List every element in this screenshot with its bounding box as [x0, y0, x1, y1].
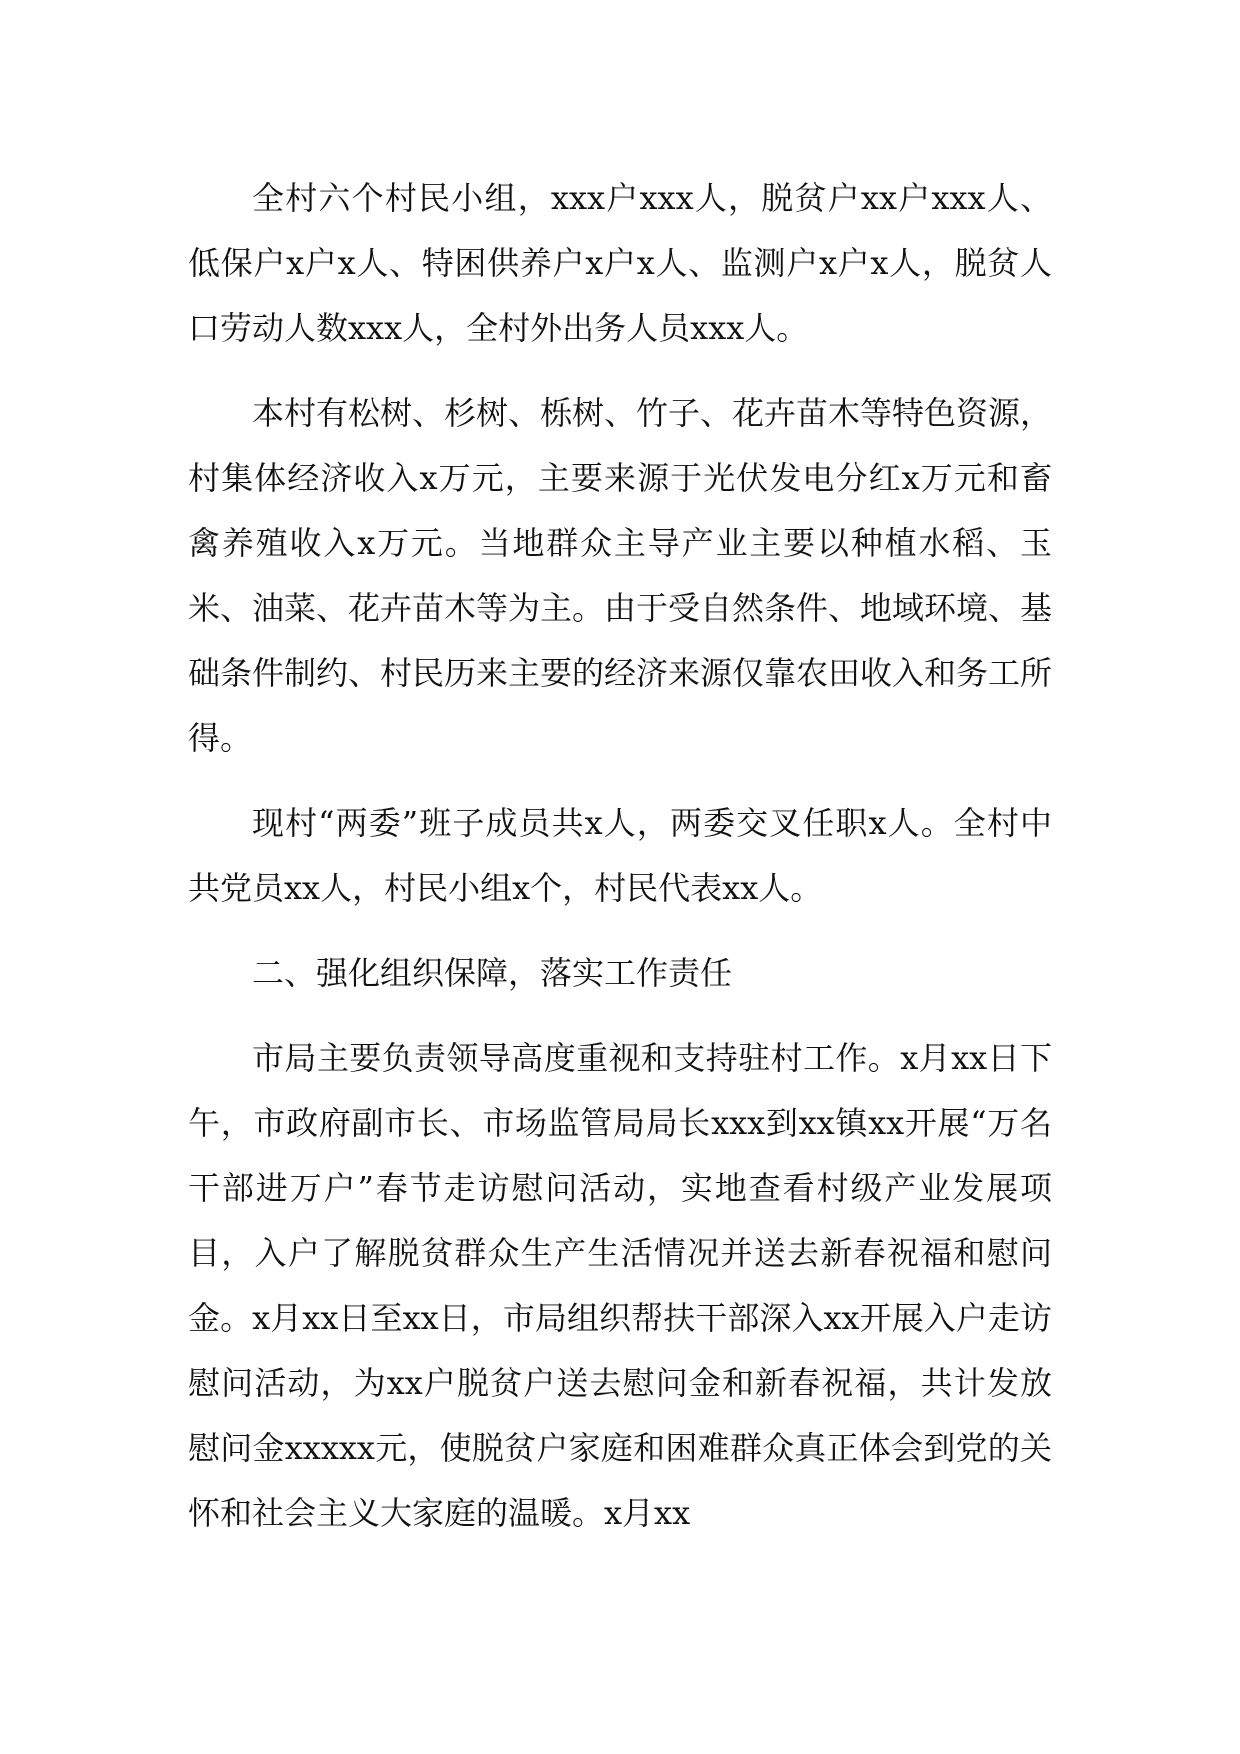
section-heading: 二、强化组织保障，落实工作责任	[252, 954, 733, 992]
paragraph-leadership-visits: 市局主要负责领导高度重视和支持驻村工作。x月xx日下午，市政府副市长、市场监管局局长xxx到xx镇xx开展“万名干部进万户”春节走访慰问活动，实地查看村级产业发展项目，入户了解脱贫群众生产生活情况并送去新春祝福和慰问金。x月xx日至xx日，市局组织帮扶干部深入xx开展入户走访慰问活动，为xx户脱贫户送去慰问金和新春祝福，共计发放慰问金xxxxx元，使脱贫户家庭和困难群众真正体会到党的关怀和社会主义大家庭的温暖。x月xx	[188, 1039, 1052, 1532]
paragraph-village-committee: 现村“两委”班子成员共x人，两委交叉任职x人。全村中共党员xx人，村民小组x个，村民代表xx人。	[188, 804, 1052, 907]
paragraph-village-resources: 本村有松树、杉树、栎树、竹子、花卉苗木等特色资源，村集体经济收入x万元，主要来源于光伏发电分红x万元和畜禽养殖收入x万元。当地群众主导产业主要以种植水稻、玉米、油菜、花卉苗木等为主。由于受自然条件、地域环境、基础条件制约、村民历来主要的经济来源仅靠农田收入和务工所得。	[188, 394, 1053, 757]
paragraph-village-population: 全村六个村民小组，xxx户xxx人，脱贫户xx户xxx人、低保户x户x人、特困供养户x户x人、监测户x户x人，脱贫人口劳动人数xxx人，全村外出务人员xxx人。	[188, 179, 1052, 347]
document-body	[188, 166, 1052, 1546]
